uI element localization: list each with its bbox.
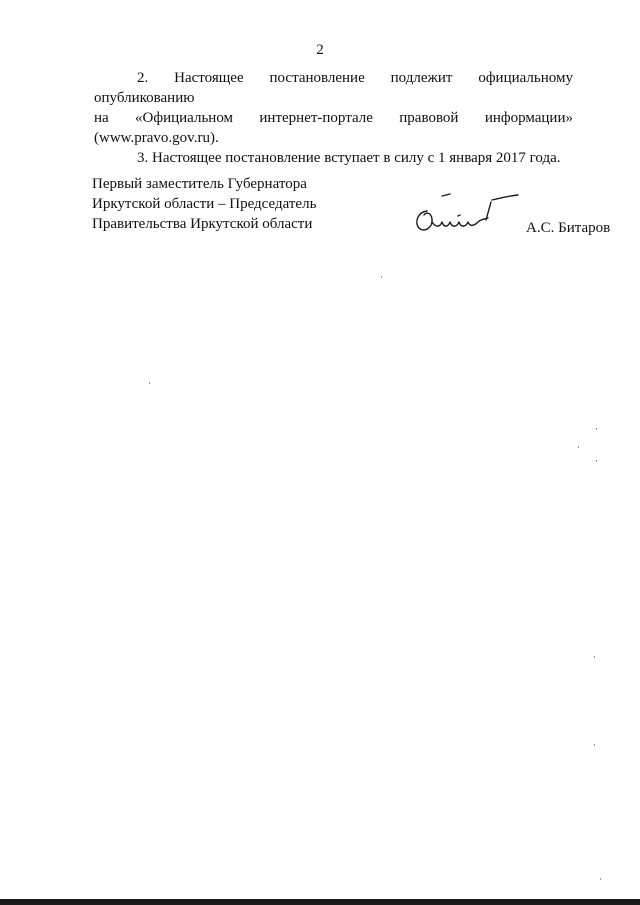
signer-position-line: Правительства Иркутской области	[92, 216, 313, 232]
document-body	[94, 68, 573, 168]
paragraph-2-line-1: 2. Настоящее постановление подлежит официальному опубликованию	[94, 70, 573, 106]
scan-speck	[594, 656, 595, 658]
scan-speck	[596, 460, 597, 462]
paragraph-2-line-3: (www.pravo.gov.ru).	[94, 130, 219, 146]
page-number: 2	[316, 42, 324, 58]
signer-name: А.С. Битаров	[526, 220, 611, 236]
paragraph-2-line-2: на «Официальном интернет-портале правовой информации»	[94, 110, 573, 126]
scan-speck	[594, 744, 595, 746]
scan-speck	[596, 428, 597, 430]
scan-speck	[381, 276, 382, 278]
paragraph-3: 3. Настоящее постановление вступает в силу с 1 января 2017 года.	[137, 150, 561, 166]
scan-speck	[600, 878, 601, 880]
scan-speck	[149, 382, 150, 384]
scan-bottom-edge	[0, 899, 640, 905]
signer-position-line: Первый заместитель Губернатора	[92, 176, 307, 192]
signer-position	[92, 174, 316, 234]
handwritten-signature	[408, 182, 520, 238]
scan-speck	[578, 446, 579, 448]
signer-position-line: Иркутской области – Председатель	[92, 196, 317, 212]
